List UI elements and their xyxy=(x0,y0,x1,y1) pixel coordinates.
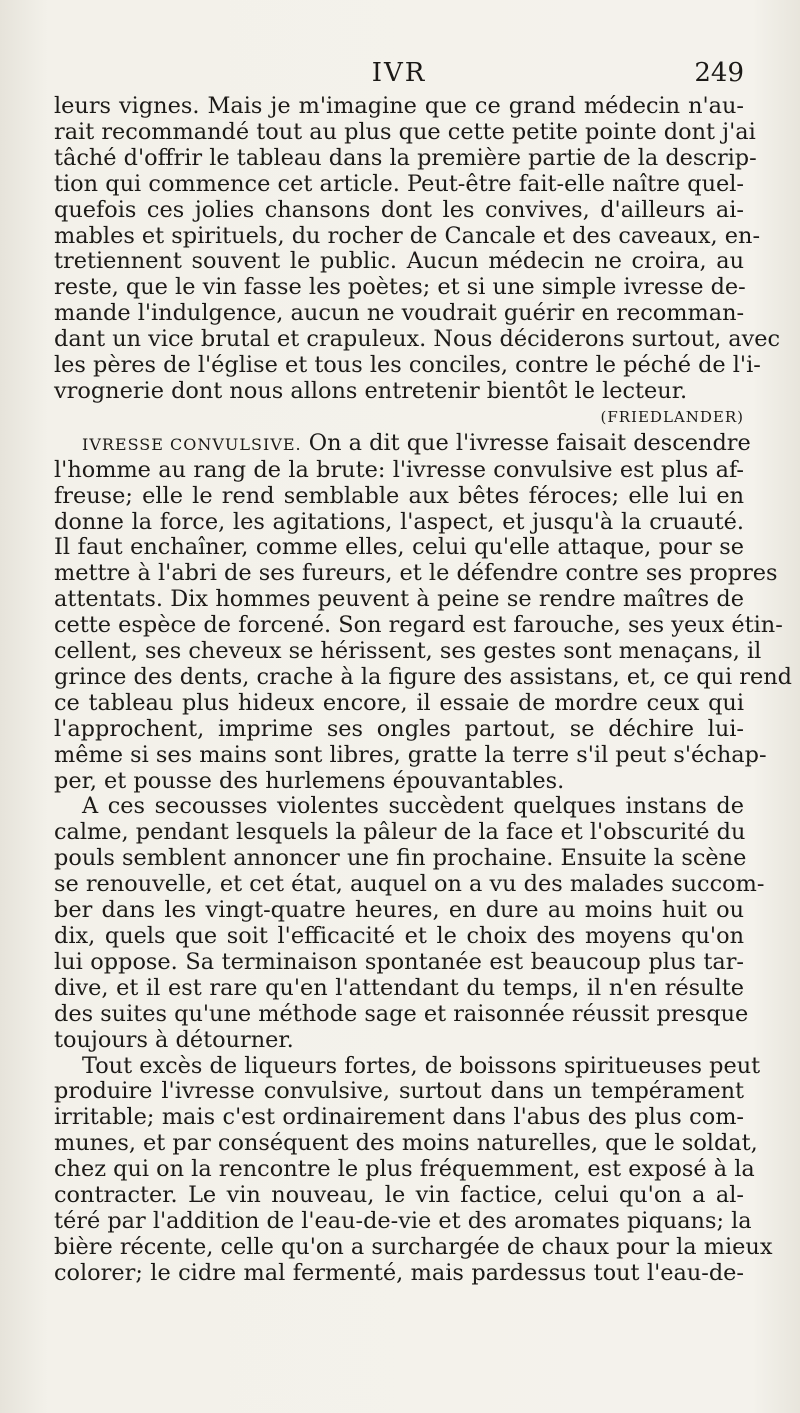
text-line: per, et pousse des hurlemens épouvantables. xyxy=(54,767,565,794)
text-line: cette espèce de forcené. Son regard est farouche, ses yeux étin- xyxy=(54,612,783,639)
text-line: dant un vice brutal et crapuleux. Nous déciderons surtout, avec xyxy=(54,326,781,353)
text-line: mables et spirituels, du rocher de Cancale et des caveaux, en- xyxy=(54,222,761,249)
text-line: quefois ces jolies chansons dont les convives, d'ailleurs ai- xyxy=(54,196,744,223)
text-line: ce tableau plus hideux encore, il essaie de mordre ceux qui xyxy=(54,689,744,716)
paragraph xyxy=(54,1052,773,1287)
section-heading: IVRESSE CONVULSIVE. xyxy=(82,434,302,454)
text-line: l'homme au rang de la brute: l'ivresse convulsive est plus af- xyxy=(54,456,744,483)
text-line: tâché d'offrir le tableau dans la première partie de la descrip- xyxy=(54,144,757,171)
text-line: reste, que le vin fasse les poètes; et si une simple ivresse de- xyxy=(54,274,746,301)
text-line: les pères de l'église et tous les conciles, contre le péché de l'i- xyxy=(54,352,761,379)
text-line: irritable; mais c'est ordinairement dans l'abus des plus com- xyxy=(54,1104,744,1131)
text-line: même si ses mains sont libres, gratte la terre s'il peut s'échap- xyxy=(54,741,767,768)
page-number: 249 xyxy=(694,58,744,88)
page-header xyxy=(54,58,744,94)
text-line: A ces secousses violentes succèdent quelques instans de xyxy=(82,793,744,820)
text-line: grince des dents, crache à la figure des assistans, et, ce qui rend xyxy=(54,663,793,690)
text-line: téré par l'addition de l'eau-de-vie et des aromates piquans; la xyxy=(54,1207,752,1234)
text-line: tretiennent souvent le public. Aucun médecin ne croira, au xyxy=(54,248,744,275)
text-line: bière récente, celle qu'on a surchargée de chaux pour la mieux xyxy=(54,1233,773,1260)
text-line: ber dans les vingt-quatre heures, en dure au moins huit ou xyxy=(54,897,744,924)
text-line: cellent, ses cheveux se hérissent, ses gestes sont menaçans, il xyxy=(54,638,762,665)
text-line: Il faut enchaîner, comme elles, celui qu'elle attaque, pour se xyxy=(54,534,744,561)
text-line: l'approchent, imprime ses ongles partout, se déchire lui- xyxy=(54,715,744,742)
text-line xyxy=(54,429,751,458)
text-line: dive, et il est rare qu'en l'attendant du temps, il n'en résulte xyxy=(54,974,744,1001)
paragraph-continuation xyxy=(54,93,781,431)
text-line: munes, et par conséquent des moins naturelles, que le soldat, xyxy=(54,1130,758,1157)
text-line: toujours à détourner. xyxy=(54,1026,294,1053)
text-line: Tout excès de liqueurs fortes, de boissons spiritueuses peut xyxy=(82,1052,761,1079)
article-section xyxy=(54,429,793,795)
text-line: mande l'indulgence, aucun ne voudrait guérir en recomman- xyxy=(54,300,745,327)
text-line: freuse; elle le rend semblable aux bêtes féroces; elle lui en xyxy=(54,482,744,509)
text-fragment: On a dit que l'ivresse faisait descendre xyxy=(301,429,751,456)
text-line: leurs vignes. Mais je m'imagine que ce grand médecin n'au- xyxy=(54,93,744,119)
page-body xyxy=(54,93,793,1287)
text-line: tion qui commence cet article. Peut-être fait-elle naître quel- xyxy=(54,170,744,197)
text-line: calme, pendant lesquels la pâleur de la face et l'obscurité du xyxy=(54,819,746,846)
text-line: rait recommandé tout au plus que cette petite pointe dont j'ai xyxy=(54,118,756,145)
text-line: des suites qu'une méthode sage et raisonnée réussit presque xyxy=(54,1000,749,1027)
author-signature: (FRIEDLANDER) xyxy=(600,407,744,426)
text-line: chez qui on la rencontre le plus fréquemment, est exposé à la xyxy=(54,1156,755,1183)
text-line: contracter. Le vin nouveau, le vin factice, celui qu'on a al- xyxy=(54,1182,744,1209)
text-line: mettre à l'abri de ses fureurs, et le défendre contre ses propres xyxy=(54,560,778,587)
running-head: IVR xyxy=(371,58,427,88)
text-line: se renouvelle, et cet état, auquel on a vu des malades succom- xyxy=(54,871,765,898)
paragraph xyxy=(54,793,765,1053)
text-line: dix, quels que soit l'efficacité et le choix des moyens qu'on xyxy=(54,923,744,949)
text-line: produire l'ivresse convulsive, surtout dans un tempérament xyxy=(54,1078,744,1105)
text-line: colorer; le cidre mal fermenté, mais pardessus tout l'eau-de- xyxy=(54,1259,744,1286)
text-line: pouls semblent annoncer une fin prochaine. Ensuite la scène xyxy=(54,845,747,872)
text-line: donne la force, les agitations, l'aspect, et jusqu'à la cruauté. xyxy=(54,508,744,535)
text-line: vrognerie dont nous allons entretenir bientôt le lecteur. xyxy=(54,377,688,404)
text-line: lui oppose. Sa terminaison spontanée est beaucoup plus tar- xyxy=(54,948,744,975)
text-line: attentats. Dix hommes peuvent à peine se rendre maîtres de xyxy=(54,586,744,613)
